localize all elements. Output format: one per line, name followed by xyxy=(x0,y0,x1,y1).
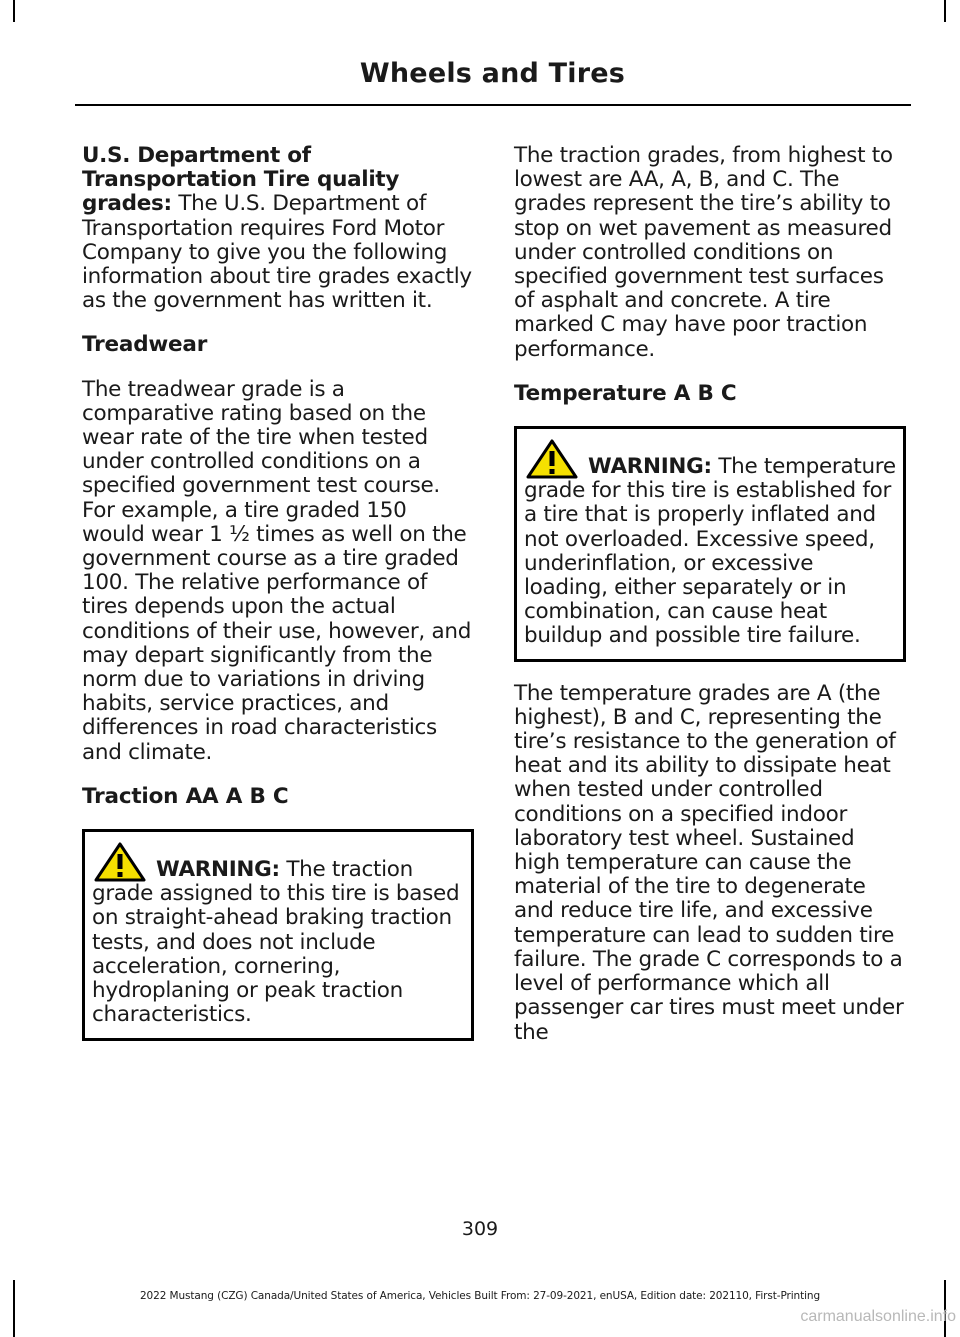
traction-warning-box xyxy=(82,829,474,1040)
traction-paragraph: The traction grades, from highest to lowest are AA, A, B, and C. The grades represent the tire’s ability to stop on wet pavement as measured under controlled conditions on specified government test surfaces of asphalt and concrete. A tire marked C may have poor traction performance. xyxy=(514,143,893,362)
warning-label: WARNING: xyxy=(588,454,712,480)
left-column xyxy=(82,144,474,1061)
temperature-warning-box xyxy=(514,426,906,662)
traction-warning-text: The traction grade assigned to this tire is based on straight-ahead braking traction tests, and does not include acceleration, cornering, hydroplaning or peak traction characteristics. xyxy=(92,857,460,1028)
header-divider xyxy=(75,104,911,106)
crop-mark-bottom-left xyxy=(13,1280,15,1337)
intro-bold: U.S. Department of Transportation Tire quality grades: xyxy=(82,143,400,217)
treadwear-paragraph: The treadwear grade is a comparative rating based on the wear rate of the tire when tested under controlled conditions on a specified government test course. For example, a tire graded 150 would wear 1 ½ times as well on the government course as a tire graded 100. The relative performance of tires depends upon the actual conditions of their use, however, and may depart significantly from the norm due to variations in driving habits, service practices, and differences in road characteristics and climate. xyxy=(82,376,472,765)
traction-heading: Traction AA A B C xyxy=(82,783,289,809)
treadwear-heading: Treadwear xyxy=(82,332,208,358)
temperature-paragraph: The temperature grades are A (the highest), B and C, representing the tire’s resistance to the generation of heat and its ability to dissipate heat when tested under controlled conditions on a specified indoor laboratory test wheel. Sustained high temperature can cause the material of the tire to degenerate and reduce tire life, and excessive temperature can lead to sudden tire failure. The grade C corresponds to a level of performance which all passenger car tires must meet under the xyxy=(514,680,904,1045)
page-title: Wheels and Tires xyxy=(359,58,625,89)
watermark: carmanualsonline.info xyxy=(800,1308,956,1325)
temperature-heading: Temperature A B C xyxy=(514,380,737,406)
temperature-warning-text: The temperature grade for this tire is established for a tire that is properly inflated and not overloaded. Excessive speed, underinflation, or excessive loading, either separately or in combination, can cause heat buildup and possible tire failure. xyxy=(524,454,896,649)
intro-paragraph xyxy=(82,144,474,313)
right-column xyxy=(514,144,906,1065)
warning-label: WARNING: xyxy=(156,857,280,883)
warning-triangle-icon xyxy=(94,842,146,882)
page-number: 309 xyxy=(461,1218,499,1240)
crop-mark-top-left xyxy=(13,0,15,22)
footer-edition-text: 2022 Mustang (CZG) Canada/United States of America, Vehicles Built From: 27-09-2021, enUSA, Edition date: 202110, First-Printing xyxy=(139,1290,821,1302)
warning-triangle-icon xyxy=(526,439,578,479)
crop-mark-top-right xyxy=(944,0,946,22)
intro-text: The U.S. Department of Transportation requires Ford Motor Company to give you the following information about tire grades exactly as the government has written it. xyxy=(82,191,472,314)
